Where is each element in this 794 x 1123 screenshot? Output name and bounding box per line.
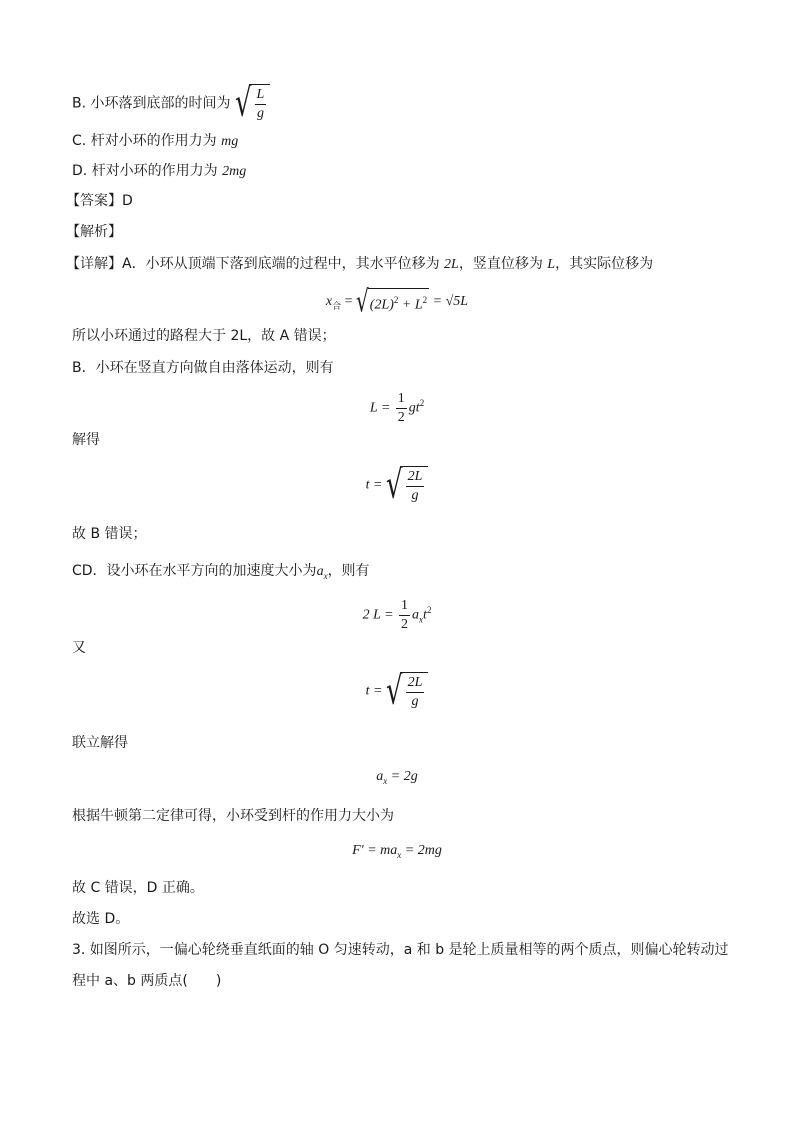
detail-a-text1: A．小环从顶端下落到底端的过程中，其水平位移为: [122, 256, 440, 272]
question-3-line-2: 程中 a、b 两质点( ): [72, 973, 222, 989]
answer-tag: 【答案】: [66, 193, 122, 209]
eq7-rhs: = 2mg: [404, 843, 442, 858]
option-c-math: mg: [221, 134, 239, 149]
option-c: [72, 131, 238, 152]
eq1-exp: 2: [393, 295, 399, 305]
eq2-den: 2: [397, 410, 405, 425]
eq4-lhs: 2 L =: [362, 607, 394, 623]
equation-free-fall: [0, 390, 794, 427]
eq2-num: 1: [396, 390, 407, 409]
line-cd-var: a: [316, 564, 324, 579]
answer-line: [66, 191, 133, 211]
option-b: [72, 81, 270, 126]
option-d-text: 杆对小环的作用力为: [91, 163, 218, 179]
question-3-line-1: 3. 如图所示，一偏心轮绕垂直纸面的轴 O 匀速转动，a 和 b 是轮上质量相等的两个质点，则偏心轮转动过: [72, 942, 729, 958]
option-b-frac-num: L: [255, 86, 267, 105]
solve-2: 联立解得: [72, 735, 128, 751]
eq1-lhs: x: [325, 294, 333, 310]
line-b-result: 故 B 错误；: [72, 526, 147, 542]
option-d-label: D.: [72, 163, 88, 179]
option-b-frac-den: g: [256, 106, 264, 121]
detail-a-m2: L: [547, 257, 556, 272]
eq2-lhs: L =: [369, 400, 391, 416]
eq5-den: g: [411, 694, 419, 709]
option-b-sqrt: [234, 81, 270, 126]
line-cd-text: CD．设小环在水平方向的加速度大小为: [72, 563, 317, 579]
equation-displacement: $x_合$ = √ $(2L)^2 + L^2$ = √5L: [325, 282, 469, 319]
equation-force: [0, 841, 794, 865]
analysis-tag: 【解析】: [66, 224, 122, 240]
eq4-den: 2: [401, 617, 409, 632]
option-c-text: 杆对小环的作用力为: [90, 133, 217, 149]
eq1-radicand: (2L): [369, 297, 394, 313]
eq2-rhs: gt: [408, 400, 420, 416]
option-d-math: 2mg: [222, 164, 247, 179]
detail-a-text3: ，其实际位移为: [555, 256, 654, 272]
equation-time-2: [0, 669, 794, 714]
detail-a-m1: 2L: [444, 257, 459, 272]
eq6-rhs: = 2g: [390, 769, 418, 784]
option-b-text: 小环落到底部的时间为: [90, 95, 231, 112]
eq5-lhs: t =: [365, 683, 383, 699]
eq3-den: g: [411, 488, 419, 503]
eq5-num: 2L: [406, 674, 425, 693]
line-cd-intro: [72, 561, 370, 586]
eq3-lhs: t =: [365, 477, 383, 493]
detail-a-text2: ，竖直位移为: [458, 256, 543, 272]
option-b-label: B.: [72, 95, 87, 112]
option-c-label: C.: [72, 133, 87, 149]
detail-a: [66, 254, 653, 275]
eq1-rhs: = √5L: [432, 294, 469, 310]
equation-acceleration: [0, 767, 794, 791]
line-cd-end: ，则有: [327, 563, 370, 579]
eq4-num: 1: [399, 597, 410, 616]
solve-1: 解得: [72, 432, 100, 448]
equation-horizontal: [0, 597, 794, 634]
eq2-exp: 2: [419, 398, 425, 409]
detail-tag: 【详解】: [66, 256, 122, 272]
eq6-a: a: [376, 769, 384, 784]
eq4-t: t: [423, 607, 427, 623]
eq4-sub: x: [419, 614, 424, 625]
eq3-num: 2L: [406, 468, 425, 487]
choose-line: 故选 D。: [72, 911, 130, 927]
conclusion: 故 C 错误，D 正确。: [72, 880, 204, 896]
eq1-sub: 合: [332, 300, 342, 311]
eq4-exp: 2: [426, 605, 432, 616]
eq4-a: a: [412, 607, 420, 623]
answer-value: D: [122, 193, 133, 209]
eq7-lhs: F′ = ma: [352, 843, 398, 858]
newton-line: 根据牛顿第二定律可得，小环受到杆的作用力大小为: [72, 808, 394, 824]
radical-sign: √: [356, 282, 369, 319]
eq1-exp2: 2: [422, 295, 428, 305]
eq6-sub: x: [383, 775, 388, 786]
line-a-result: 所以小环通过的路程大于 2L，故 A 错误；: [72, 328, 336, 344]
equation-time-1: [0, 463, 794, 508]
radical-sign: √: [385, 669, 403, 714]
radical-sign: √: [385, 463, 403, 508]
again: 又: [72, 640, 86, 656]
eq1-plus: + L: [401, 297, 423, 313]
radical-sign: √: [234, 81, 252, 126]
option-d: [72, 161, 246, 182]
line-cd-sub: x: [323, 570, 328, 581]
eq7-sub: x: [397, 849, 402, 860]
line-b-intro: B．小环在竖直方向做自由落体运动，则有: [72, 360, 334, 376]
